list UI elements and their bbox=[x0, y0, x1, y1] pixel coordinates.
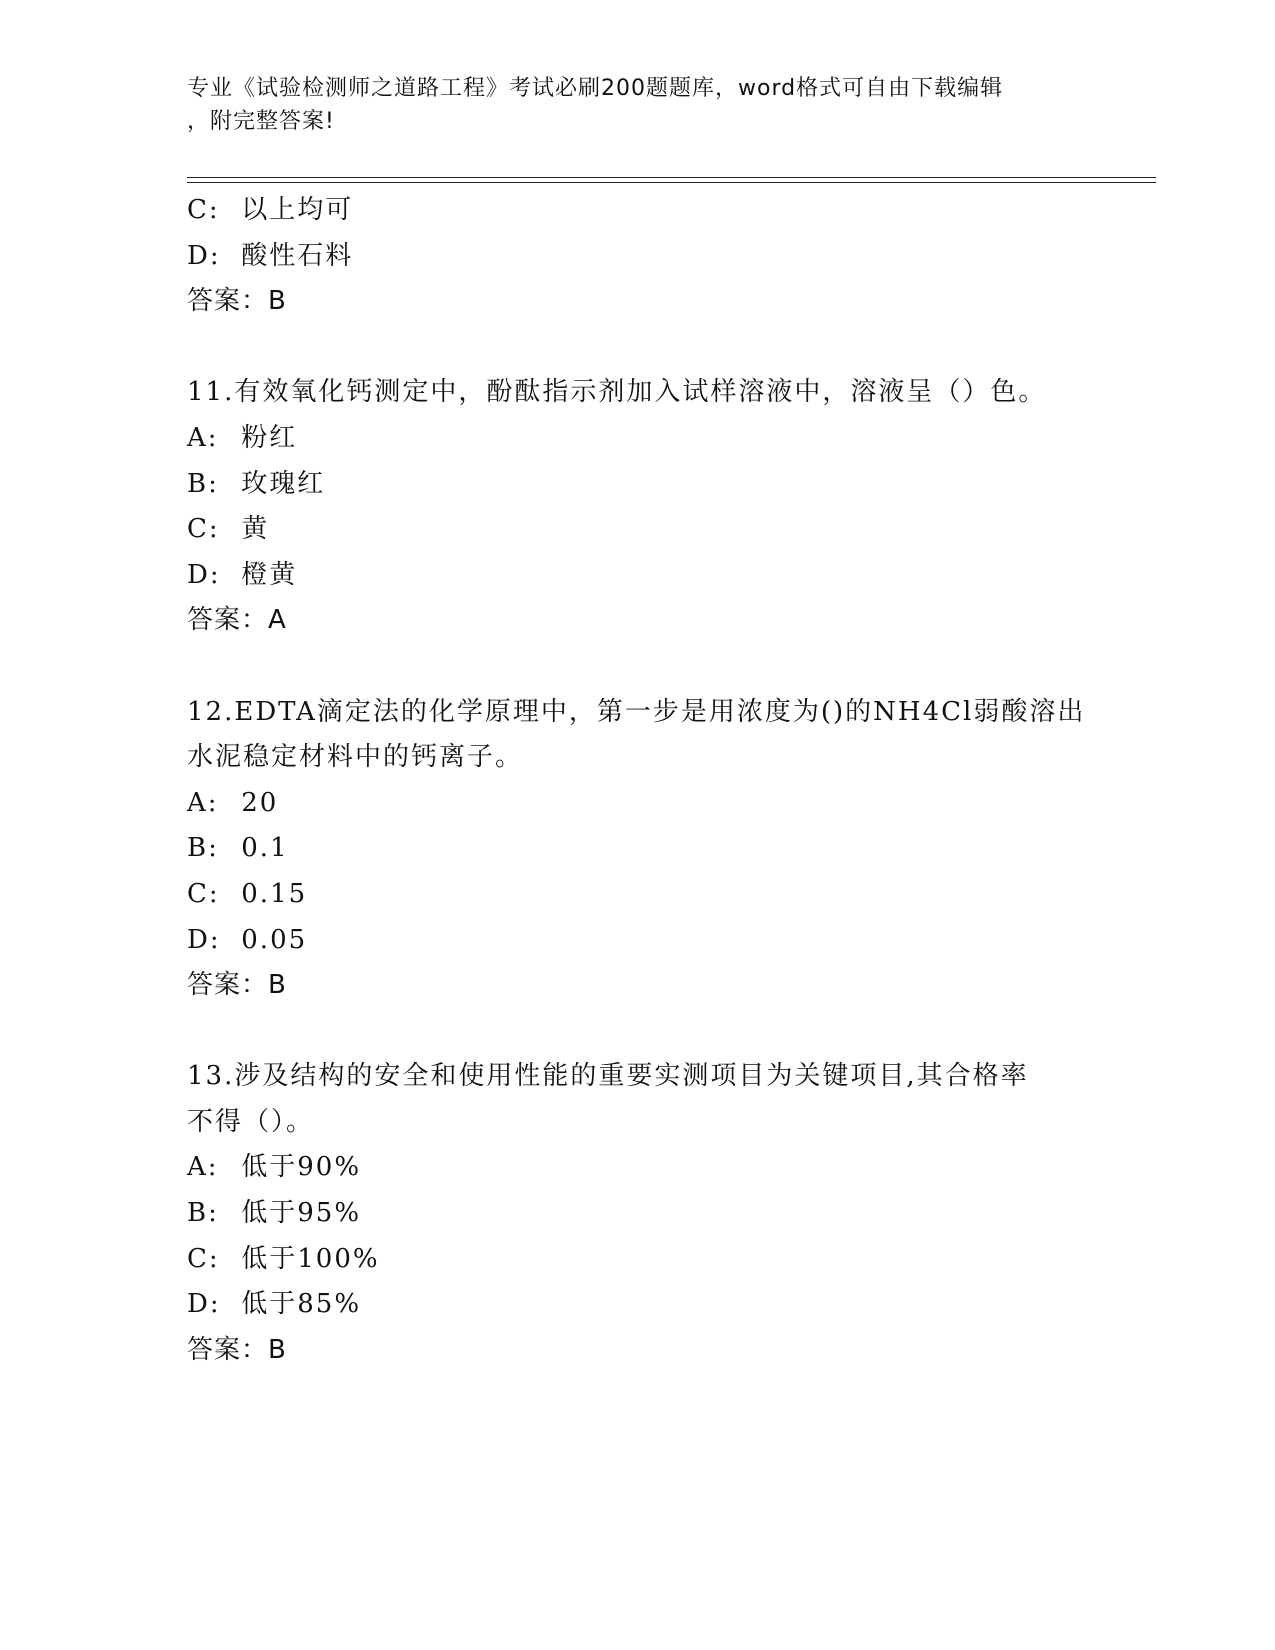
question-stem: 12.EDTA滴定法的化学原理中，第一步是用浓度为()的NH4Cl弱酸溶出 bbox=[187, 696, 1086, 727]
option-label: B: bbox=[187, 833, 219, 864]
option-text: 0.1 bbox=[241, 833, 289, 864]
option-label: C: bbox=[187, 514, 220, 545]
question-stem-continued: 水泥稳定材料中的钙离子。 bbox=[187, 742, 524, 773]
option-text: 以上均可 bbox=[241, 195, 354, 225]
option-text: 20 bbox=[241, 787, 279, 818]
question-13 bbox=[187, 1054, 1087, 1373]
option-b bbox=[187, 826, 1087, 872]
prev-question-block bbox=[187, 188, 1087, 325]
header-rule-bottom bbox=[187, 182, 1156, 183]
option-d bbox=[187, 1282, 1087, 1328]
option-label: C: bbox=[187, 195, 220, 225]
header-title-line2: ，附完整答案! bbox=[187, 109, 335, 134]
option-text: 低于85% bbox=[241, 1289, 362, 1320]
answer-line: 答案：A bbox=[187, 605, 287, 636]
option-text: 低于100% bbox=[241, 1243, 380, 1274]
option-label: C: bbox=[187, 1243, 220, 1274]
option-b bbox=[187, 462, 1087, 508]
option-d bbox=[187, 234, 1087, 280]
option-text: 橙黄 bbox=[241, 559, 298, 590]
option-a bbox=[187, 781, 1087, 827]
answer-line: 答案：B bbox=[187, 1334, 287, 1365]
option-text: 黄 bbox=[241, 514, 270, 545]
question-11 bbox=[187, 370, 1087, 644]
document-body bbox=[187, 188, 1087, 1373]
option-label: A: bbox=[187, 422, 219, 453]
option-label: A: bbox=[187, 1152, 219, 1183]
option-a bbox=[187, 1145, 1087, 1191]
option-text: 0.05 bbox=[241, 924, 308, 955]
question-stem-continued: 不得（）。 bbox=[187, 1106, 315, 1137]
spacer bbox=[187, 1009, 1087, 1055]
option-a bbox=[187, 416, 1087, 462]
question-stem: 11.有效氧化钙测定中，酚酞指示剂加入试样溶液中，溶液呈（）色。 bbox=[187, 377, 1047, 408]
option-text: 玫瑰红 bbox=[241, 468, 326, 499]
option-text: 低于90% bbox=[241, 1152, 362, 1183]
option-c bbox=[187, 507, 1087, 553]
option-text: 低于95% bbox=[241, 1198, 362, 1229]
option-label: D: bbox=[187, 1289, 221, 1320]
option-c bbox=[187, 188, 1087, 234]
document-header bbox=[187, 72, 1067, 138]
header-rule-top bbox=[187, 177, 1156, 178]
option-label: D: bbox=[187, 559, 221, 590]
option-c bbox=[187, 872, 1087, 918]
answer-line: 答案：B bbox=[187, 286, 287, 317]
option-text: 酸性石料 bbox=[241, 240, 354, 271]
option-label: D: bbox=[187, 924, 221, 955]
option-label: B: bbox=[187, 1198, 219, 1229]
option-label: A: bbox=[187, 787, 219, 818]
option-c bbox=[187, 1237, 1087, 1283]
option-d bbox=[187, 918, 1087, 964]
option-label: B: bbox=[187, 468, 219, 499]
option-text: 粉红 bbox=[241, 422, 298, 453]
spacer bbox=[187, 325, 1087, 371]
spacer bbox=[187, 644, 1087, 690]
header-title-line1: 专业《试验检测师之道路工程》考试必刷200题题库，word格式可自由下载编辑 bbox=[187, 76, 1004, 101]
option-d bbox=[187, 553, 1087, 599]
option-text: 0.15 bbox=[241, 878, 308, 909]
option-label: D: bbox=[187, 240, 221, 271]
option-b bbox=[187, 1191, 1087, 1237]
question-stem: 13.涉及结构的安全和使用性能的重要实测项目为关键项目,其合格率 bbox=[187, 1061, 1029, 1092]
question-12 bbox=[187, 690, 1087, 1009]
answer-line: 答案：B bbox=[187, 970, 287, 1001]
option-label: C: bbox=[187, 878, 220, 909]
